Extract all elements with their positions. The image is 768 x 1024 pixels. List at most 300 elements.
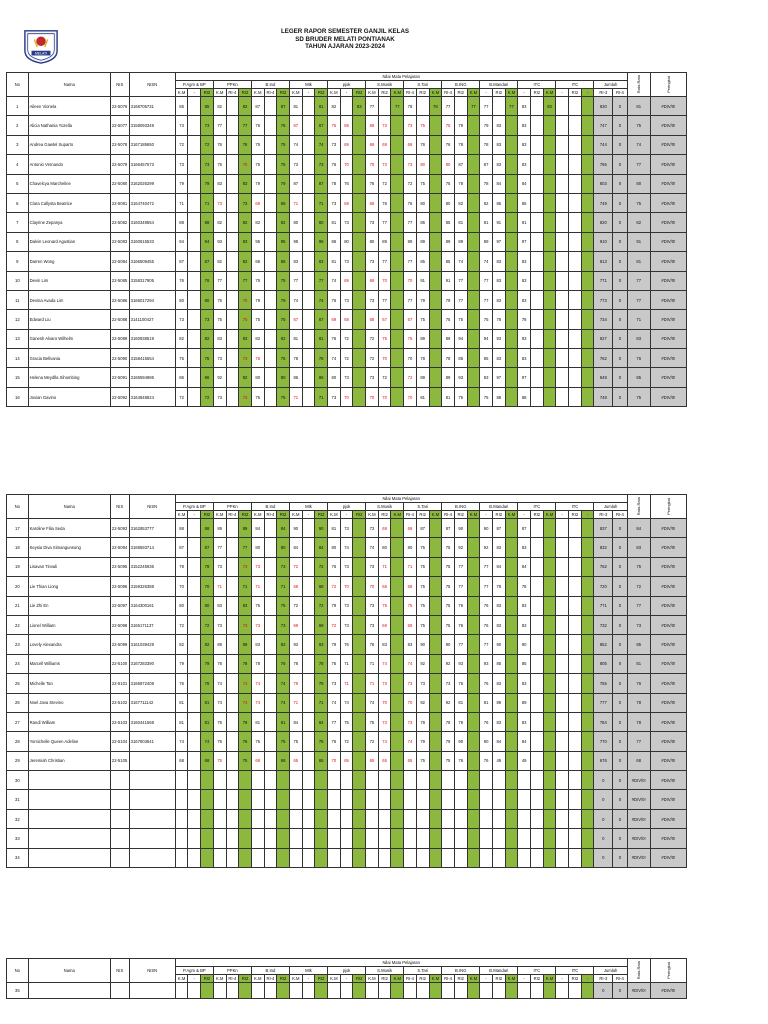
sub-header: RI2 bbox=[378, 511, 391, 519]
cell-score bbox=[188, 790, 201, 809]
cell-peringkat: #DIV/0! bbox=[650, 809, 686, 828]
cell-score bbox=[289, 829, 302, 848]
cell-score bbox=[531, 368, 544, 387]
cell-score: 77 bbox=[289, 271, 302, 290]
cell-peringkat: #DIV/0! bbox=[650, 732, 686, 751]
cell-no: 15 bbox=[7, 368, 29, 387]
cell-score bbox=[492, 790, 505, 809]
sub-header: K.M bbox=[175, 89, 188, 97]
cell-score: 89 bbox=[416, 232, 429, 251]
cell-score bbox=[264, 674, 277, 693]
cell-score: 83 bbox=[492, 349, 505, 368]
sub-header: RI2 bbox=[315, 975, 328, 983]
cell-score bbox=[188, 252, 201, 271]
col-nisn: NISN bbox=[129, 73, 175, 97]
cell-score: 71 bbox=[239, 577, 252, 596]
cell-score: 77 bbox=[454, 577, 467, 596]
cell-score bbox=[416, 97, 429, 116]
cell-score bbox=[315, 809, 328, 828]
table-row bbox=[7, 712, 687, 731]
table-row bbox=[7, 155, 687, 174]
cell-score bbox=[264, 809, 277, 828]
cell-score bbox=[213, 809, 226, 828]
cell-score bbox=[188, 193, 201, 212]
cell-score: 49 bbox=[518, 751, 531, 770]
cell-score bbox=[226, 635, 239, 654]
sub-header: - bbox=[480, 511, 493, 519]
cell-score: 80 bbox=[289, 213, 302, 232]
sub-header: RI-4 bbox=[613, 975, 627, 983]
cell-nama: Lovely Alexandra bbox=[28, 635, 110, 654]
cell-score bbox=[391, 329, 404, 348]
cell-ri4: 0 bbox=[613, 290, 627, 309]
cell-score bbox=[429, 596, 442, 615]
cell-score: 79 bbox=[175, 174, 188, 193]
cell-score: 78 bbox=[315, 349, 328, 368]
cell-score: 88 bbox=[175, 213, 188, 232]
subject-header: S.Musik bbox=[366, 81, 404, 89]
cell-ri4: 0 bbox=[613, 135, 627, 154]
cell-score bbox=[264, 329, 277, 348]
cell-nama: Clara Callysta Beatrice bbox=[28, 193, 110, 212]
cell-score bbox=[289, 771, 302, 790]
cell-score bbox=[340, 809, 353, 828]
table-row bbox=[7, 790, 687, 809]
cell-score bbox=[531, 310, 544, 329]
subject-header: ITC bbox=[556, 81, 594, 89]
cell-score bbox=[531, 732, 544, 751]
cell-score: 81 bbox=[315, 97, 328, 116]
cell-rata: #DIV/0! bbox=[627, 983, 650, 999]
cell-score: 89 bbox=[442, 232, 455, 251]
cell-score: 95 bbox=[251, 232, 264, 251]
cell-nisn: 3158415554 bbox=[129, 349, 175, 368]
cell-score bbox=[429, 674, 442, 693]
subject-header: P.Agm & BP bbox=[175, 967, 213, 975]
sub-header: RI2 bbox=[353, 511, 366, 519]
cell-score: 78 bbox=[213, 654, 226, 673]
col-nisn: NISN bbox=[129, 959, 175, 983]
cell-nisn: 3152245936 bbox=[129, 557, 175, 576]
cell-score: 76 bbox=[328, 557, 341, 576]
cell-nama: Jeremiah Christian bbox=[28, 751, 110, 770]
cell-no: 22 bbox=[7, 615, 29, 634]
cell-score bbox=[353, 193, 366, 212]
cell-score: 85 bbox=[492, 654, 505, 673]
cell-score: 80 bbox=[315, 213, 328, 232]
sub-header: K.M bbox=[366, 511, 379, 519]
cell-score: 80 bbox=[201, 596, 214, 615]
cell-score bbox=[251, 983, 264, 999]
cell-score bbox=[429, 271, 442, 290]
cell-score: 73 bbox=[340, 557, 353, 576]
cell-score: 67 bbox=[315, 116, 328, 135]
cell-ri4: 0 bbox=[613, 790, 627, 809]
cell-score bbox=[264, 252, 277, 271]
sub-header: - bbox=[581, 975, 594, 983]
cell-peringkat: #DIV/0! bbox=[650, 193, 686, 212]
sub-header: RI2 bbox=[277, 89, 290, 97]
cell-score bbox=[340, 771, 353, 790]
cell-score bbox=[302, 349, 315, 368]
cell-score bbox=[353, 310, 366, 329]
cell-score: 81 bbox=[328, 213, 341, 232]
cell-jumlah: 771 bbox=[594, 596, 613, 615]
cell-score bbox=[505, 809, 518, 828]
col-nama: Nama bbox=[28, 495, 110, 519]
cell-nisn: 3160349554 bbox=[129, 213, 175, 232]
cell-score bbox=[353, 712, 366, 731]
cell-score bbox=[188, 557, 201, 576]
cell-score: 73 bbox=[416, 674, 429, 693]
cell-score: 89 bbox=[492, 693, 505, 712]
cell-score: 93 bbox=[315, 635, 328, 654]
school-logo bbox=[22, 28, 60, 64]
cell-score bbox=[454, 790, 467, 809]
cell-score: 75 bbox=[251, 155, 264, 174]
cell-rata: #DIV/0! bbox=[627, 848, 650, 867]
cell-peringkat: #DIV/0! bbox=[650, 290, 686, 309]
cell-score: 74 bbox=[328, 349, 341, 368]
cell-jumlah: 734 bbox=[594, 310, 613, 329]
cell-score: 90 bbox=[315, 519, 328, 538]
cell-score bbox=[556, 387, 569, 406]
cell-score: 75 bbox=[251, 135, 264, 154]
sub-header: RI-4 bbox=[442, 511, 455, 519]
cell-score bbox=[226, 387, 239, 406]
cell-score bbox=[505, 654, 518, 673]
cell-score bbox=[531, 577, 544, 596]
table-row bbox=[7, 557, 687, 576]
cell-score: 89 bbox=[442, 368, 455, 387]
subject-header: P.Agm & BP bbox=[175, 503, 213, 511]
cell-ri4: 0 bbox=[613, 271, 627, 290]
cell-score: 83 bbox=[492, 155, 505, 174]
cell-score: 75 bbox=[251, 596, 264, 615]
cell-score: 81 bbox=[289, 329, 302, 348]
cell-score: 78 bbox=[239, 654, 252, 673]
subject-header: ITC bbox=[518, 967, 556, 975]
cell-score bbox=[569, 809, 582, 828]
cell-score bbox=[391, 155, 404, 174]
cell-score bbox=[188, 654, 201, 673]
cell-score: 75 bbox=[277, 135, 290, 154]
cell-nama: Lie Zhi En bbox=[28, 596, 110, 615]
cell-score bbox=[581, 712, 594, 731]
cell-score bbox=[556, 310, 569, 329]
cell-ri4: 0 bbox=[613, 654, 627, 673]
cell-no: 9 bbox=[7, 252, 29, 271]
cell-score: 89 bbox=[239, 519, 252, 538]
cell-nis: 22-5095 bbox=[110, 557, 129, 576]
cell-score: 91 bbox=[518, 213, 531, 232]
cell-score: 76 bbox=[366, 635, 379, 654]
cell-peringkat: #DIV/0! bbox=[650, 848, 686, 867]
cell-nis: 22-5080 bbox=[110, 174, 129, 193]
cell-score: 68 bbox=[315, 577, 328, 596]
cell-jumlah: 748 bbox=[594, 387, 613, 406]
sub-header: RI-3 bbox=[594, 511, 613, 519]
cell-score: 67 bbox=[378, 310, 391, 329]
cell-score: 75 bbox=[442, 751, 455, 770]
cell-score: 72 bbox=[366, 732, 379, 751]
cell-nama bbox=[28, 983, 110, 999]
subject-header: PPKn bbox=[213, 967, 251, 975]
cell-nis: 22-5102 bbox=[110, 693, 129, 712]
cell-score bbox=[492, 848, 505, 867]
cell-score: 71 bbox=[366, 674, 379, 693]
cell-score: 81 bbox=[289, 97, 302, 116]
cell-score: 70 bbox=[378, 387, 391, 406]
cell-nis bbox=[110, 790, 129, 809]
cell-score bbox=[302, 848, 315, 867]
cell-score bbox=[467, 771, 480, 790]
cell-score: 83 bbox=[353, 97, 366, 116]
cell-score: 84 bbox=[492, 732, 505, 751]
cell-score bbox=[543, 519, 556, 538]
table-row bbox=[7, 290, 687, 309]
cell-score bbox=[226, 712, 239, 731]
cell-score bbox=[531, 615, 544, 634]
cell-score bbox=[569, 712, 582, 731]
cell-score: 87 bbox=[201, 538, 214, 557]
col-jumlah: Jumlah bbox=[594, 503, 627, 511]
cell-score: 65 bbox=[366, 751, 379, 770]
cell-score: 75 bbox=[315, 732, 328, 751]
cell-nama: Chavelcya Marcheline bbox=[28, 174, 110, 193]
cell-nis: 22-5078 bbox=[110, 135, 129, 154]
cell-score: 73 bbox=[289, 155, 302, 174]
cell-score bbox=[213, 790, 226, 809]
cell-score: 77 bbox=[378, 213, 391, 232]
cell-no: 24 bbox=[7, 654, 29, 673]
cell-nis: 22-5081 bbox=[110, 193, 129, 212]
cell-score: 75 bbox=[175, 349, 188, 368]
cell-score bbox=[353, 174, 366, 193]
cell-score: 76 bbox=[416, 135, 429, 154]
cell-score: 68 bbox=[201, 751, 214, 770]
cell-score bbox=[302, 290, 315, 309]
cell-score: 65 bbox=[340, 751, 353, 770]
cell-peringkat: #DIV/0! bbox=[650, 349, 686, 368]
cell-score bbox=[302, 596, 315, 615]
cell-score: 85 bbox=[201, 97, 214, 116]
cell-score: 97 bbox=[518, 368, 531, 387]
cell-score bbox=[353, 349, 366, 368]
cell-score bbox=[353, 557, 366, 576]
cell-score: 73 bbox=[366, 596, 379, 615]
cell-score: 75 bbox=[201, 349, 214, 368]
cell-score: 68 bbox=[251, 751, 264, 770]
cell-score: 81 bbox=[416, 387, 429, 406]
cell-score: 77 bbox=[378, 252, 391, 271]
cell-nisn: 3166509455 bbox=[129, 252, 175, 271]
cell-nis: 22-5091 bbox=[110, 368, 129, 387]
cell-score: 77 bbox=[404, 290, 417, 309]
cell-score: 75 bbox=[454, 310, 467, 329]
cell-score bbox=[328, 771, 341, 790]
cell-score bbox=[569, 290, 582, 309]
cell-nis: 22-5105 bbox=[110, 751, 129, 770]
cell-jumlah: 777 bbox=[594, 693, 613, 712]
cell-nama bbox=[28, 790, 110, 809]
cell-score bbox=[467, 693, 480, 712]
col-rata-rata: Rata-Rata bbox=[627, 73, 650, 97]
cell-score: 91 bbox=[416, 271, 429, 290]
cell-score: 67 bbox=[289, 116, 302, 135]
cell-score: 85 bbox=[480, 349, 493, 368]
cell-score: 84 bbox=[251, 519, 264, 538]
cell-score bbox=[543, 809, 556, 828]
cell-no: 7 bbox=[7, 213, 29, 232]
cell-score bbox=[226, 174, 239, 193]
cell-score: 73 bbox=[340, 615, 353, 634]
cell-score: 90 bbox=[480, 519, 493, 538]
cell-score bbox=[226, 809, 239, 828]
cell-score bbox=[277, 771, 290, 790]
cell-score: 75 bbox=[251, 310, 264, 329]
cell-score bbox=[569, 97, 582, 116]
cell-score: 75 bbox=[404, 596, 417, 615]
cell-score: 68 bbox=[289, 577, 302, 596]
cell-score bbox=[226, 848, 239, 867]
cell-score bbox=[454, 848, 467, 867]
cell-score bbox=[569, 213, 582, 232]
cell-score bbox=[404, 790, 417, 809]
table-row bbox=[7, 674, 687, 693]
cell-score: 88 bbox=[175, 519, 188, 538]
cell-score: 89 bbox=[518, 693, 531, 712]
cell-score: 90 bbox=[492, 635, 505, 654]
cell-nama: Lisavan Tinvali bbox=[28, 557, 110, 576]
cell-score: 75 bbox=[416, 538, 429, 557]
cell-score: 75 bbox=[404, 329, 417, 348]
cell-score bbox=[505, 155, 518, 174]
subject-header: pjok bbox=[328, 81, 366, 89]
cell-nis: 22-5084 bbox=[110, 252, 129, 271]
cell-score bbox=[302, 519, 315, 538]
cell-score bbox=[581, 519, 594, 538]
cell-score bbox=[569, 615, 582, 634]
cell-score: 85 bbox=[518, 654, 531, 673]
sub-header: RI-4 bbox=[404, 511, 417, 519]
cell-score bbox=[569, 368, 582, 387]
cell-peringkat: #DIV/0! bbox=[650, 829, 686, 848]
cell-score bbox=[581, 135, 594, 154]
cell-score: 77 bbox=[213, 116, 226, 135]
cell-score bbox=[531, 635, 544, 654]
cell-score bbox=[213, 771, 226, 790]
cell-score: 49 bbox=[492, 751, 505, 770]
cell-score bbox=[226, 368, 239, 387]
cell-jumlah: 0 bbox=[594, 790, 613, 809]
cell-score bbox=[416, 809, 429, 828]
cell-score bbox=[391, 596, 404, 615]
cell-score bbox=[188, 116, 201, 135]
cell-score bbox=[505, 252, 518, 271]
cell-score bbox=[467, 654, 480, 673]
cell-score bbox=[391, 848, 404, 867]
cell-score: 68 bbox=[366, 310, 379, 329]
cell-score bbox=[264, 310, 277, 329]
sub-header: RI2 bbox=[353, 89, 366, 97]
cell-score: 90 bbox=[416, 635, 429, 654]
cell-score: 75 bbox=[416, 310, 429, 329]
cell-score: 83 bbox=[492, 674, 505, 693]
subject-header: S.Musik bbox=[366, 967, 404, 975]
sub-header: RI2 bbox=[201, 89, 214, 97]
grade-table bbox=[6, 494, 687, 868]
table-row bbox=[7, 635, 687, 654]
cell-score: 68 bbox=[277, 751, 290, 770]
cell-score: 78 bbox=[416, 349, 429, 368]
cell-score bbox=[353, 983, 366, 999]
cell-score bbox=[416, 771, 429, 790]
cell-score bbox=[302, 654, 315, 673]
cell-score bbox=[391, 732, 404, 751]
cell-score: 81 bbox=[442, 387, 455, 406]
cell-score: 74 bbox=[378, 732, 391, 751]
cell-peringkat: #DIV/0! bbox=[650, 751, 686, 770]
cell-score bbox=[505, 290, 518, 309]
cell-score: 90 bbox=[454, 519, 467, 538]
cell-score bbox=[505, 193, 518, 212]
cell-score: 77 bbox=[454, 557, 467, 576]
cell-score bbox=[556, 290, 569, 309]
cell-score bbox=[429, 213, 442, 232]
cell-rata: 75 bbox=[627, 557, 650, 576]
cell-no: 11 bbox=[7, 290, 29, 309]
cell-score: 74 bbox=[289, 135, 302, 154]
cell-score bbox=[581, 97, 594, 116]
cell-score bbox=[391, 654, 404, 673]
cell-score bbox=[505, 983, 518, 999]
cell-score bbox=[226, 654, 239, 673]
cell-score bbox=[188, 368, 201, 387]
cell-score: 78 bbox=[454, 135, 467, 154]
cell-no: 31 bbox=[7, 790, 29, 809]
sub-header: K.M bbox=[213, 511, 226, 519]
cell-score bbox=[467, 213, 480, 232]
subject-header: S.Tari bbox=[404, 81, 442, 89]
cell-peringkat: #DIV/0! bbox=[650, 116, 686, 135]
cell-ri4: 0 bbox=[613, 232, 627, 251]
cell-score: 98 bbox=[315, 232, 328, 251]
cell-score bbox=[289, 983, 302, 999]
cell-score bbox=[442, 848, 455, 867]
cell-no: 21 bbox=[7, 596, 29, 615]
cell-score: 73 bbox=[213, 349, 226, 368]
cell-nis: 22-5086 bbox=[110, 290, 129, 309]
cell-score: 76 bbox=[328, 290, 341, 309]
cell-score bbox=[302, 809, 315, 828]
cell-rata: 81 bbox=[627, 654, 650, 673]
cell-score bbox=[277, 829, 290, 848]
cell-nis: 22-5082 bbox=[110, 213, 129, 232]
cell-score: 78 bbox=[480, 174, 493, 193]
cell-score: 91 bbox=[492, 213, 505, 232]
cell-score: 73 bbox=[239, 557, 252, 576]
cell-score: 77 bbox=[454, 635, 467, 654]
cell-score: 73 bbox=[239, 387, 252, 406]
cell-no: 12 bbox=[7, 310, 29, 329]
cell-score bbox=[505, 349, 518, 368]
col-nis: NIS bbox=[110, 495, 129, 519]
cell-score bbox=[429, 557, 442, 576]
cell-nis: 22-5077 bbox=[110, 116, 129, 135]
col-nama: Nama bbox=[28, 959, 110, 983]
cell-score bbox=[581, 790, 594, 809]
